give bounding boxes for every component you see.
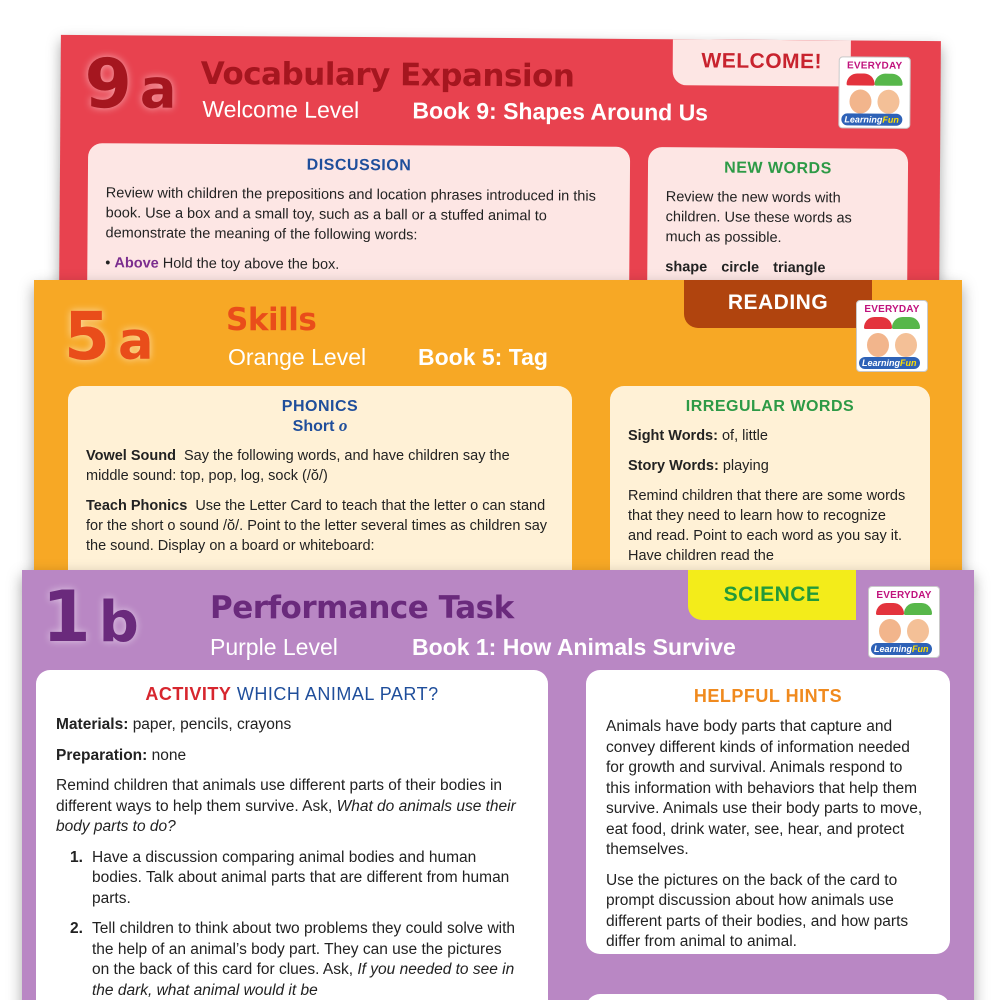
category-tab: WELCOME! bbox=[673, 39, 851, 86]
panel-text: Animals have body parts that capture and convey different kinds of information needed for growth and survival. Animals respond to this information with behaviors that help them survive. Animals use their body parts to move, eat food, drink water, see, hear, and protect themselves. bbox=[606, 718, 923, 858]
card-vocabulary-expansion bbox=[59, 35, 941, 301]
card-code bbox=[64, 298, 152, 375]
panel-title: NEW WORDS bbox=[724, 159, 832, 178]
panel-title: HELPFUL HINTS bbox=[693, 686, 843, 706]
phonics-panel bbox=[68, 386, 572, 590]
panel-text: Use the pictures on the back of the card to prompt discussion about how animals use different parts of their bodies, and how parts differ from animal to animal. bbox=[606, 871, 909, 950]
card-code bbox=[84, 45, 175, 125]
card-title: Vocabulary Expansion bbox=[200, 55, 575, 95]
card-code-number: 9 bbox=[84, 45, 131, 125]
card-book: Book 1: How Animals Survive bbox=[412, 634, 736, 660]
panel-title: DISCUSSION bbox=[306, 156, 412, 175]
card-code-number: 1 bbox=[42, 576, 89, 658]
card-code-letter: a bbox=[117, 311, 152, 372]
card-title: Performance Task bbox=[210, 590, 514, 626]
panel-title: PHONICS bbox=[281, 398, 359, 415]
logo-top-text: EVERYDAY bbox=[864, 304, 920, 315]
sight-words: Sight Words: of, little bbox=[628, 428, 768, 444]
panel-title: ACTIVITY WHICH ANIMAL PART? bbox=[145, 684, 439, 704]
card-code bbox=[42, 576, 137, 658]
word: shape bbox=[665, 259, 708, 276]
card-level: Purple Level bbox=[210, 634, 338, 660]
card-performance-task bbox=[22, 570, 974, 1000]
logo-top-text: EVERYDAY bbox=[876, 590, 932, 601]
panel-text: Review the new words with children. Use these words as much as possible. bbox=[665, 189, 852, 246]
preparation-line: Preparation: none bbox=[56, 746, 187, 764]
new-words-list bbox=[647, 259, 907, 277]
category-tab: READING bbox=[684, 280, 872, 328]
panel-title: IRREGULAR WORDS bbox=[685, 398, 855, 415]
panel-text: Review with children the prepositions and location phrases introduced in this book. Use a box and a small toy, such as a ball or a stuffed animal to demonstrate the meaning of the following words: bbox=[105, 185, 596, 244]
everyday-learning-fun-logo bbox=[856, 300, 928, 372]
activity-panel bbox=[36, 670, 548, 1000]
irregular-words-panel bbox=[610, 386, 930, 590]
everyday-learning-fun-logo bbox=[838, 56, 911, 129]
logo-bottom-text: LearningFun bbox=[841, 113, 902, 125]
story-words: Story Words: playing bbox=[628, 458, 769, 474]
card-skills bbox=[34, 280, 962, 590]
intro-text: Remind children that animals use different parts of their bodies in different ways to help them survive. Ask, What do animals use their body parts to do? bbox=[56, 777, 516, 835]
lower-panel bbox=[586, 994, 950, 1000]
helpful-hints-panel bbox=[586, 670, 950, 954]
word: triangle bbox=[773, 259, 826, 277]
logo-bottom-text: LearningFun bbox=[859, 357, 920, 369]
card-code-number: 5 bbox=[64, 298, 108, 375]
vowel-sound-text: Vowel Sound Say the following words, and have children say the middle sound: top, pop, log, sock (/ŏ/) bbox=[86, 448, 510, 484]
logo-bottom-text: LearningFun bbox=[871, 643, 932, 655]
card-level: Orange Level bbox=[228, 344, 367, 370]
teach-phonics-text: Teach Phonics Use the Letter Card to teach that the letter o can stand for the short o sound /ŏ/. Point to the letter several times as children say the sound. Display on a board or whiteboard: bbox=[86, 498, 548, 554]
card-book: Book 5: Tag bbox=[418, 344, 548, 370]
panel-text: Remind children that there are some words that they need to learn how to recognize and read. Point to each word as you say it. Have children read the bbox=[628, 488, 906, 564]
card-code-letter: a bbox=[139, 57, 175, 121]
everyday-learning-fun-logo bbox=[868, 586, 940, 658]
panel-subtitle: Short o bbox=[292, 416, 348, 435]
word: circle bbox=[721, 259, 760, 276]
new-words-panel bbox=[647, 147, 908, 301]
card-book: Book 9: Shapes Around Us bbox=[412, 97, 709, 126]
materials-line: Materials: paper, pencils, crayons bbox=[56, 716, 292, 733]
step-item: 2. Tell children to think about two problems they could solve with the help of an animal’s body part. They can use the pictures on the back of this card for clues. Ask, If you needed to see in the dark, what animal would it be bbox=[70, 920, 516, 999]
card-title: Skills bbox=[226, 302, 317, 338]
category-tab: SCIENCE bbox=[688, 570, 856, 620]
card-code-letter: b bbox=[98, 590, 137, 655]
logo-top-text: EVERYDAY bbox=[847, 60, 903, 72]
bullet-item: • Above Hold the toy above the box. bbox=[105, 255, 340, 273]
card-level: Welcome Level bbox=[202, 95, 360, 124]
discussion-panel bbox=[87, 143, 630, 301]
step-item: 1. Have a discussion comparing animal bodies and human bodies. Talk about animal parts that are different from human parts. bbox=[70, 848, 510, 907]
